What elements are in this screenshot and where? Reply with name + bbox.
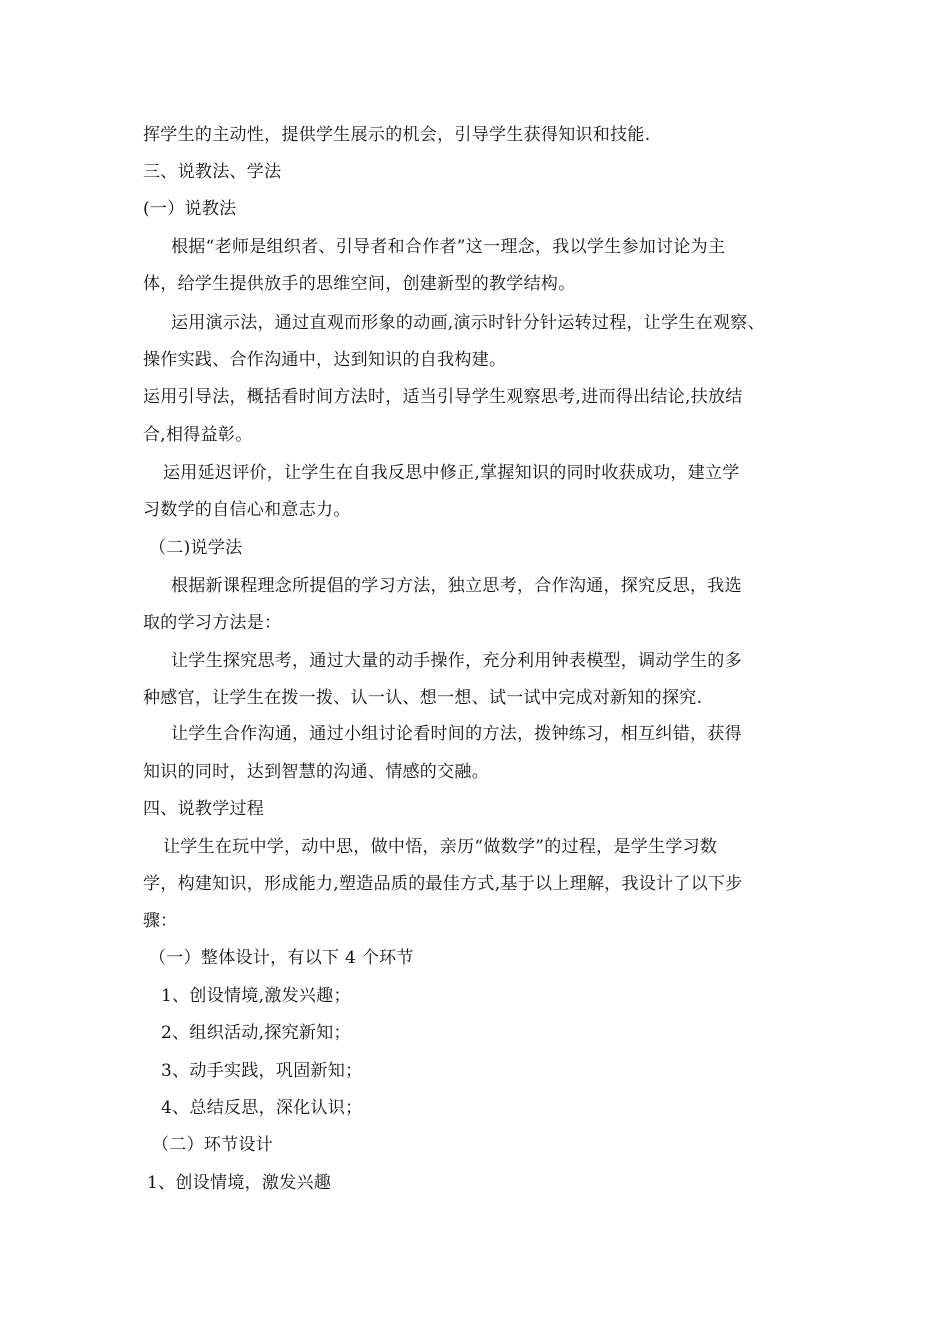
subsection-heading: （一）整体设计，有以下 4 个环节 (149, 948, 414, 968)
section-heading: 三、说教法、学法 (143, 162, 282, 182)
paragraph-line: 知识的同时，达到智慧的沟通、情感的交融。 (143, 762, 489, 782)
paragraph-line: 根据“老师是组织者、引导者和合作者”这一理念，我以学生参加讨论为主 (171, 237, 726, 257)
paragraph-line: 操作实践、合作沟通中，达到知识的自我构建。 (143, 350, 507, 370)
paragraph-line: 合,相得益彰。 (143, 425, 253, 445)
paragraph-line: 让学生探究思考，通过大量的动手操作，充分利用钟表模型，调动学生的多 (171, 651, 742, 671)
paragraph-line: 运用延迟评价，让学生在自我反思中修正,掌握知识的同时收获成功，建立学 (163, 463, 740, 483)
list-item: 2、组织活动,探究新知； (161, 1023, 351, 1043)
paragraph-line: 让学生合作沟通，通过小组讨论看时间的方法，拨钟练习，相互纠错，获得 (171, 724, 742, 744)
paragraph-line: 挥学生的主动性，提供学生展示的机会，引导学生获得知识和技能. (143, 125, 651, 145)
subsection-heading: (一）说教法 (143, 199, 237, 219)
subsection-heading: （二）环节设计 (152, 1135, 274, 1155)
list-item: 1、创设情境,激发兴趣； (161, 986, 351, 1006)
paragraph-line: 种感官，让学生在拨一拨、认一认、想一想、试一试中完成对新知的探究. (143, 688, 703, 708)
paragraph-line: 习数学的自信心和意志力。 (143, 500, 351, 520)
list-item: 1、创设情境，激发兴趣 (147, 1173, 332, 1193)
paragraph-line: 体，给学生提供放手的思维空间，创建新型的教学结构。 (143, 274, 576, 294)
paragraph-line: 学，构建知识，形成能力,塑造品质的最佳方式,基于以上理解，我设计了以下步 (143, 874, 743, 894)
list-item: 3、动手实践，巩固新知； (161, 1061, 363, 1081)
list-item: 4、总结反思，深化认识； (161, 1098, 363, 1118)
subsection-heading: （二)说学法 (149, 538, 243, 558)
paragraph-line: 骤： (143, 911, 178, 931)
section-heading: 四、说教学过程 (143, 799, 265, 819)
paragraph-line: 运用演示法，通过直观而形象的动画,演示时针分针运转过程，让学生在观察、 (171, 313, 765, 333)
paragraph-line: 取的学习方法是： (143, 613, 282, 633)
paragraph-line: 让学生在玩中学，动中思，做中悟，亲历“做数学”的过程，是学生学习数 (163, 837, 718, 857)
paragraph-line: 运用引导法，概括看时间方法时，适当引导学生观察思考,进而得出结论,扶放结 (143, 387, 743, 407)
paragraph-line: 根据新课程理念所提倡的学习方法，独立思考，合作沟通，探究反思，我选 (171, 576, 742, 596)
